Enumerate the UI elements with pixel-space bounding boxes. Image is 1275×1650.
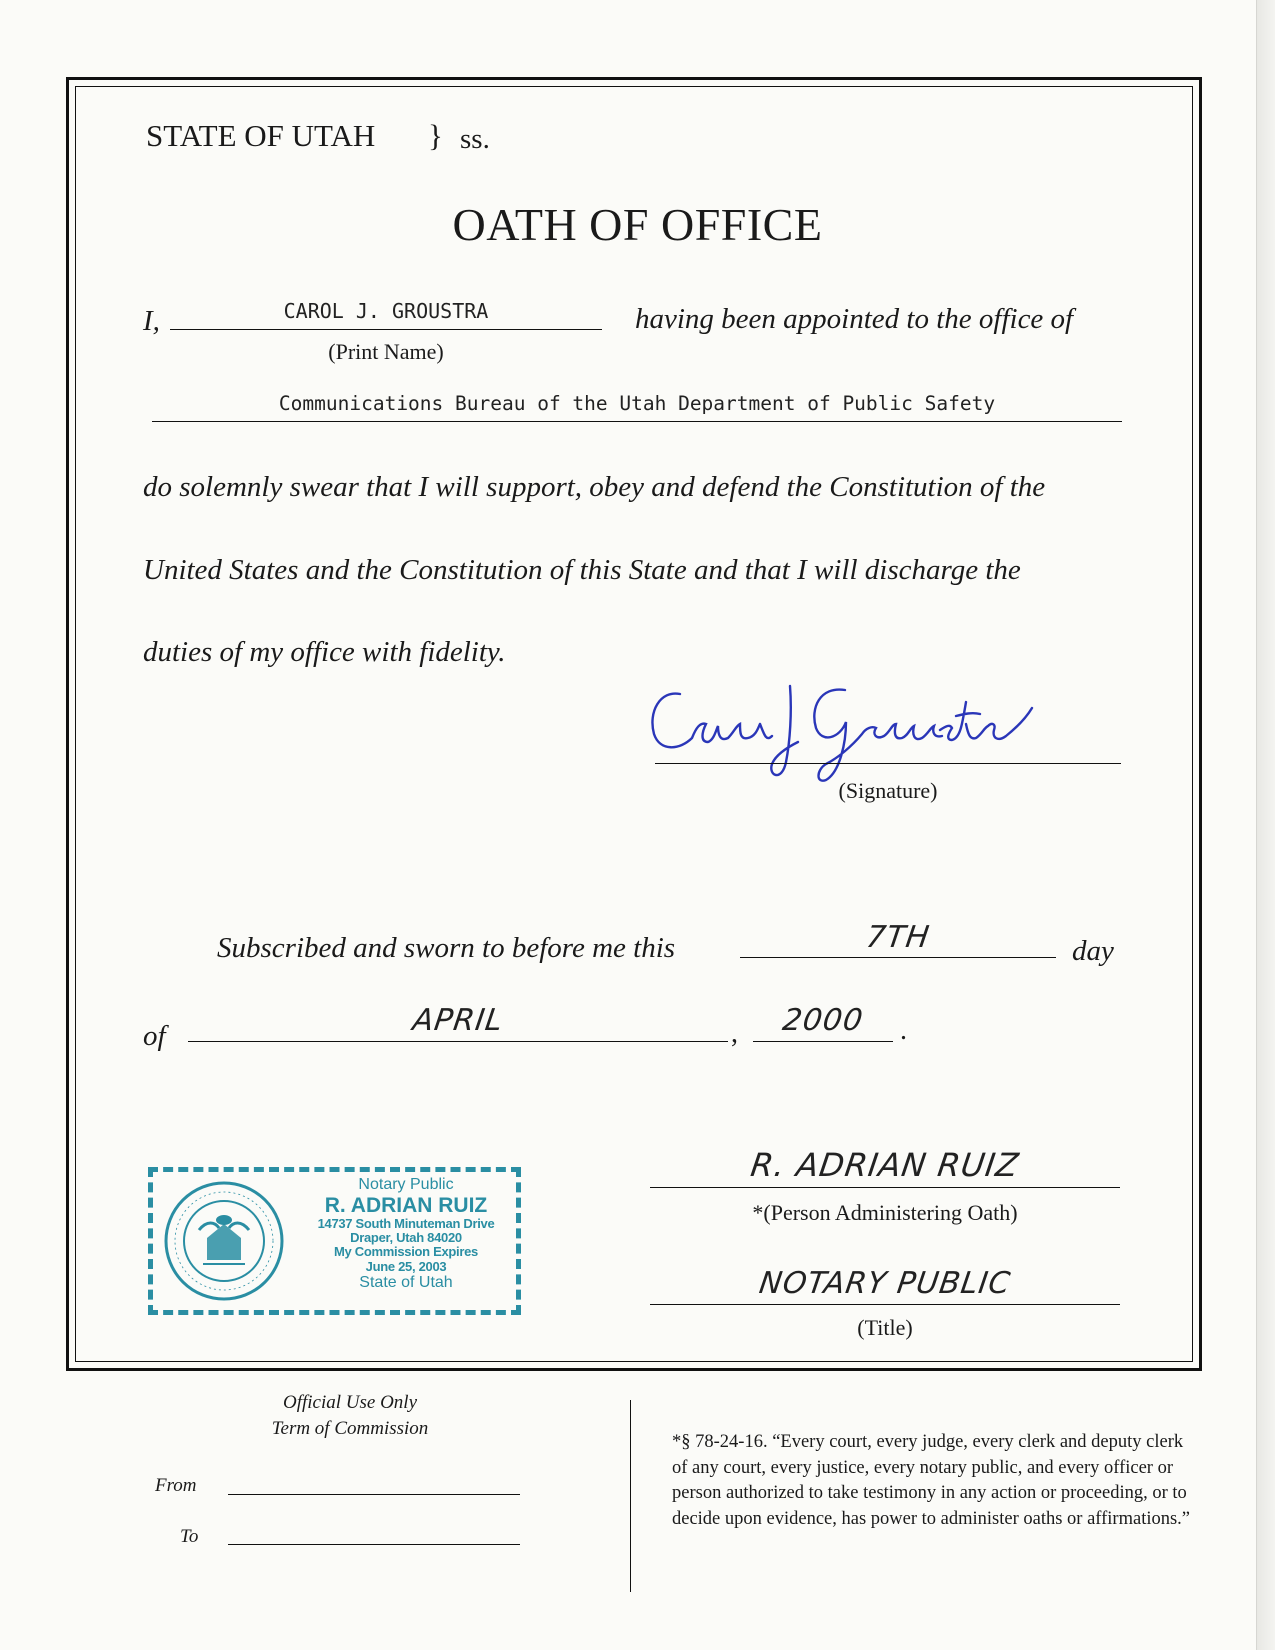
to-line — [228, 1544, 520, 1545]
day-value: 7TH — [864, 920, 932, 955]
name-line — [170, 329, 602, 330]
administrator-name-value: R. ADRIAN RUIZ — [748, 1146, 1022, 1184]
document-title: OATH OF OFFICE — [452, 199, 823, 250]
official-use-label: Official Use Only — [282, 1392, 418, 1413]
date-period: . — [900, 1015, 907, 1046]
footer-divider — [630, 1400, 631, 1592]
day-label: day — [1072, 935, 1114, 967]
ss-label: ss. — [460, 123, 490, 155]
appointed-text: having been appointed to the office of — [635, 303, 1074, 335]
administrator-caption: *(Person Administering Oath) — [752, 1200, 1018, 1225]
title-caption: (Title) — [857, 1315, 913, 1340]
office-line — [152, 421, 1122, 422]
oath-line-3: duties of my office with fidelity. — [143, 636, 506, 668]
handwritten-signature — [640, 672, 1080, 792]
venue-brace: } — [428, 118, 443, 153]
day-line — [740, 957, 1056, 958]
signature-caption: (Signature) — [838, 778, 938, 803]
stamp-notary-name: R. ADRIAN RUIZ — [324, 1193, 488, 1217]
month-line — [188, 1041, 728, 1042]
year-line — [753, 1041, 893, 1042]
stamp-commission-label: My Commission Expires — [334, 1244, 478, 1260]
stamp-state: State of Utah — [359, 1273, 453, 1291]
official-use-heading — [240, 1390, 460, 1441]
office-value: Communications Bureau of the Utah Department of Public Safety — [278, 392, 996, 415]
signature-line — [655, 763, 1121, 764]
oath-line-1: do solemnly swear that I will support, obey and defend the Constitution of the — [143, 471, 1046, 503]
oath-line-2: United States and the Constitution of this State and that I will discharge the — [143, 554, 1021, 586]
sworn-text: Subscribed and sworn to before me this — [217, 932, 676, 964]
notary-stamp — [148, 1167, 521, 1315]
title-line — [650, 1304, 1120, 1305]
to-label: To — [180, 1526, 199, 1547]
statute-text: *§ 78-24-16. “Every court, every judge, every clerk and deputy clerk of any court, every justice, every notary public, and every officer or person authorized to take testimony in any action or proceeding, or to decide upon evidence, has power to administer oaths or affirmations.” — [672, 1432, 1191, 1529]
great-seal-of-utah-icon — [163, 1180, 285, 1302]
date-comma: , — [731, 1018, 738, 1049]
stamp-commission-date: June 25, 2003 — [365, 1258, 447, 1274]
affiant-prefix: I, — [143, 305, 160, 337]
affiant-name-value: CAROL J. GROUSTRA — [283, 299, 489, 323]
year-value: 2000 — [780, 1003, 866, 1038]
administrator-line — [650, 1187, 1120, 1188]
state-label: STATE OF UTAH — [146, 118, 376, 153]
stamp-notary-public: Notary Public — [358, 1176, 454, 1193]
notary-stamp-text — [295, 1176, 517, 1291]
of-label: of — [143, 1020, 166, 1052]
stamp-address: 14737 South Minuteman Drive — [317, 1215, 495, 1231]
print-name-caption: (Print Name) — [328, 339, 444, 364]
administrator-title-value: NOTARY PUBLIC — [757, 1266, 1013, 1301]
month-value: APRIL — [410, 1003, 506, 1038]
stamp-city: Draper, Utah 84020 — [350, 1229, 462, 1245]
term-of-commission-label: Term of Commission — [271, 1417, 429, 1439]
from-label: From — [155, 1475, 197, 1496]
from-line — [228, 1494, 520, 1495]
